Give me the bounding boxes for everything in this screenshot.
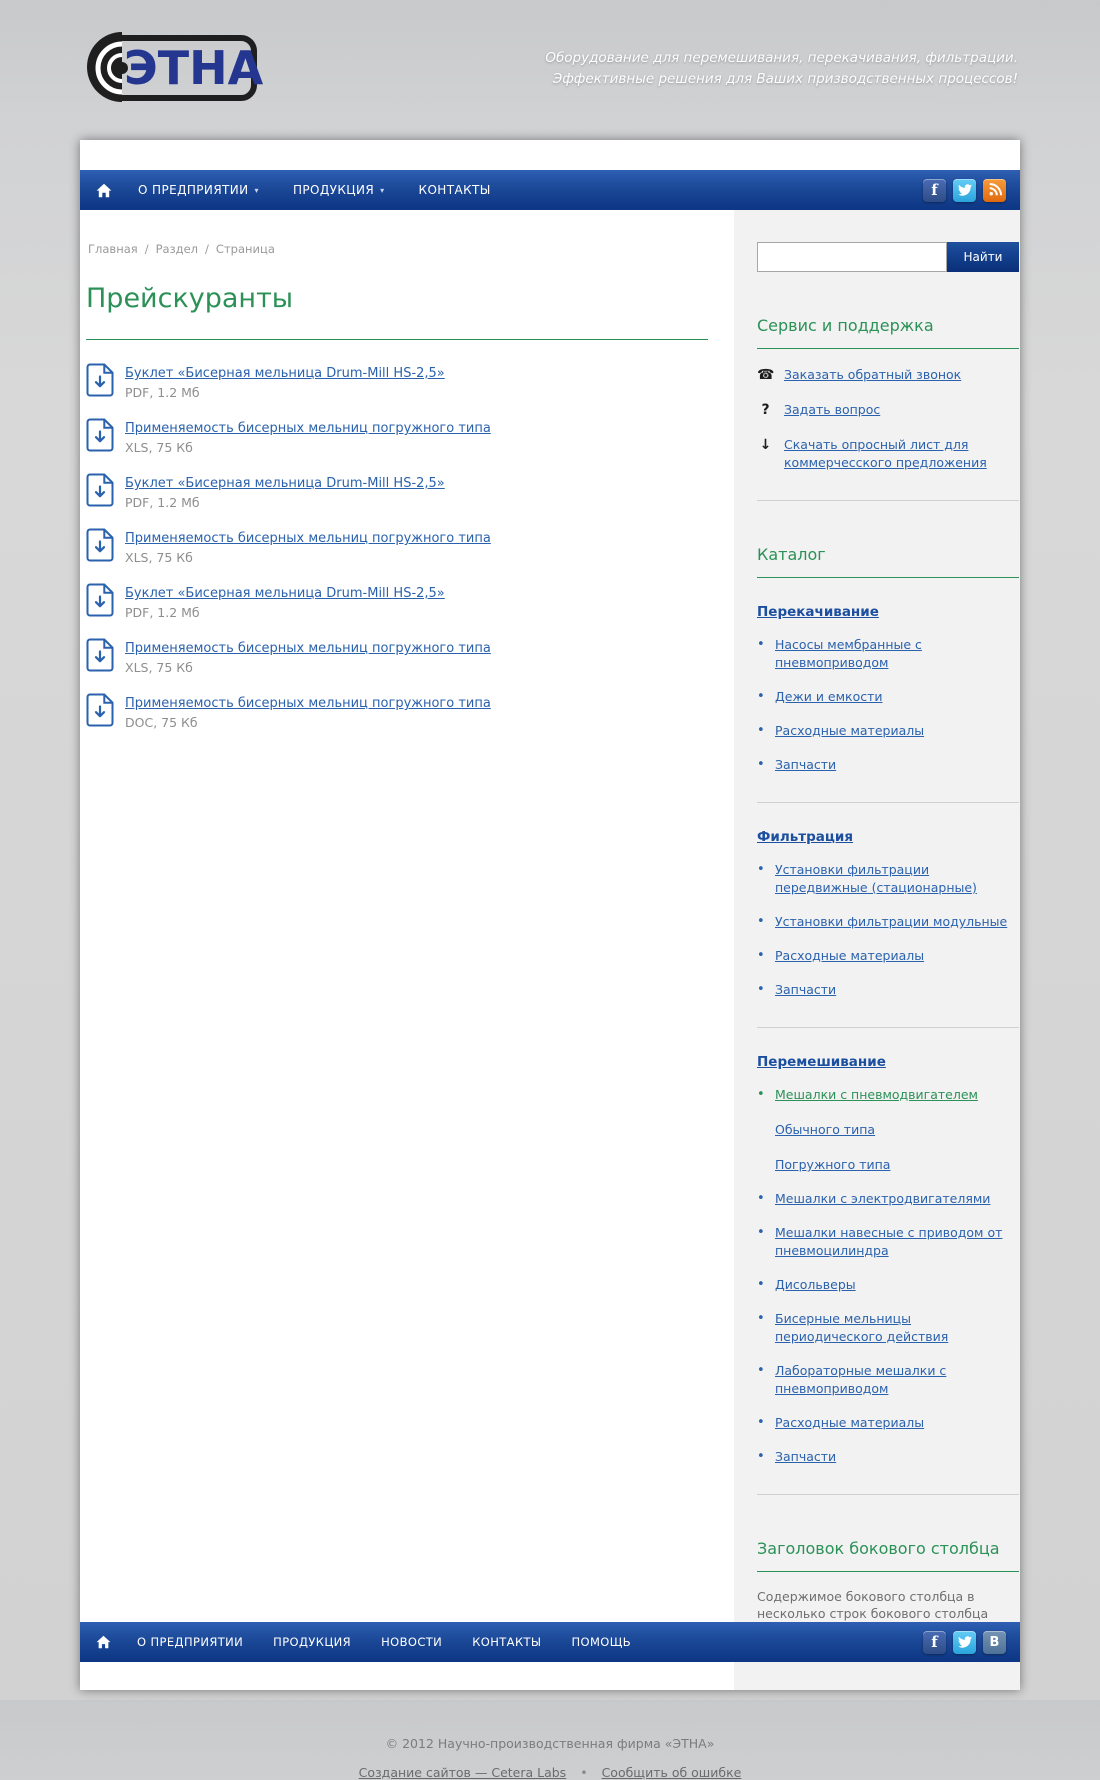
dot-separator: • bbox=[580, 1765, 588, 1780]
facebook-icon[interactable] bbox=[923, 1631, 946, 1654]
nav-item-products[interactable] bbox=[293, 183, 385, 197]
facebook-icon[interactable] bbox=[923, 179, 946, 202]
catalog-subitem bbox=[775, 1154, 1019, 1174]
search-form bbox=[757, 242, 1019, 272]
catalog-item bbox=[757, 1362, 1019, 1398]
file-link[interactable]: Буклет «Бисерная мельница Drum-Mill HS-2,5» bbox=[125, 476, 445, 491]
container-bottom-strip bbox=[80, 1662, 1020, 1690]
breadcrumb bbox=[88, 242, 708, 256]
copyright-text: © 2012 Научно-производственная фирма «ЭТНА» bbox=[385, 1736, 715, 1751]
section-divider bbox=[757, 500, 1019, 501]
file-link[interactable]: Применяемость бисерных мельниц погружного типа bbox=[125, 696, 491, 711]
breadcrumb-separator: / bbox=[144, 242, 149, 256]
main-column bbox=[80, 210, 734, 1622]
catalog-link[interactable]: Запчасти bbox=[775, 757, 837, 772]
catalog-heading: Каталог bbox=[757, 545, 826, 564]
file-text bbox=[125, 362, 445, 400]
file-row bbox=[86, 582, 708, 621]
file-download-icon[interactable] bbox=[86, 583, 114, 621]
catalog-link[interactable]: Установки фильтрации модульные bbox=[775, 914, 1008, 929]
bullet-icon: • bbox=[757, 1415, 765, 1430]
catalog-link[interactable]: Дисольверы bbox=[775, 1277, 856, 1292]
catalog-group-list bbox=[757, 636, 1019, 774]
section-divider bbox=[757, 802, 1019, 803]
file-row bbox=[86, 362, 708, 401]
nav-item-label: КОНТАКТЫ bbox=[418, 183, 491, 197]
breadcrumb-item-home[interactable]: Главная bbox=[88, 242, 138, 256]
catalog-item bbox=[757, 861, 1019, 897]
chevron-down-icon: ▾ bbox=[254, 185, 259, 195]
catalog-group-title-mixing[interactable]: Перемешивание bbox=[757, 1054, 886, 1070]
nav-item-label: ПРОДУКЦИЯ bbox=[292, 183, 375, 197]
catalog-group-title-filtration[interactable]: Фильтрация bbox=[757, 829, 854, 845]
catalog-link[interactable]: Запчасти bbox=[775, 982, 837, 997]
file-meta: DOC, 75 Кб bbox=[125, 715, 198, 730]
bottom-strip-right bbox=[734, 1662, 1020, 1690]
tagline-line-1: Оборудование для перемешивания, перекачивания, фильтрации. bbox=[545, 50, 1018, 66]
file-link[interactable]: Применяемость бисерных мельниц погружного типа bbox=[125, 641, 491, 656]
footer-social-links bbox=[923, 1631, 1006, 1654]
search-button[interactable]: Найти bbox=[947, 242, 1019, 272]
title-divider bbox=[86, 339, 708, 340]
catalog-group-title-pumping[interactable]: Перекачивание bbox=[757, 604, 879, 620]
file-text bbox=[125, 472, 445, 510]
nav-social-links bbox=[923, 179, 1006, 202]
site-credit-link[interactable]: Создание сайтов — Cetera Labs bbox=[358, 1765, 567, 1780]
file-download-icon[interactable] bbox=[86, 693, 114, 731]
catalog-link-active[interactable]: Мешалки с пневмодвигателем bbox=[775, 1087, 978, 1102]
file-link[interactable]: Применяемость бисерных мельниц погружного типа bbox=[125, 531, 491, 546]
nav-item-contacts[interactable] bbox=[419, 183, 491, 197]
breadcrumb-item-page: Страница bbox=[215, 242, 275, 256]
catalog-item bbox=[757, 913, 1019, 931]
file-text bbox=[125, 582, 445, 620]
catalog-item bbox=[757, 1190, 1019, 1208]
file-meta: XLS, 75 Кб bbox=[125, 660, 193, 675]
main-navigation bbox=[80, 170, 1020, 210]
file-link[interactable]: Буклет «Бисерная мельница Drum-Mill HS-2,5» bbox=[125, 366, 445, 381]
site-header bbox=[80, 0, 1020, 140]
page-container bbox=[80, 140, 1020, 1690]
file-meta: XLS, 75 Кб bbox=[125, 550, 193, 565]
breadcrumb-separator: / bbox=[205, 242, 209, 256]
bullet-icon: • bbox=[757, 914, 765, 929]
footer-item-help[interactable]: ПОМОЩЬ bbox=[571, 1635, 632, 1649]
catalog-item-active bbox=[757, 1086, 1019, 1104]
file-row bbox=[86, 417, 708, 456]
file-row bbox=[86, 637, 708, 676]
catalog-link[interactable]: Расходные материалы bbox=[775, 1415, 925, 1430]
file-meta: PDF, 1.2 Мб bbox=[125, 605, 200, 620]
bullet-icon: • bbox=[757, 1191, 765, 1206]
file-meta: XLS, 75 Кб bbox=[125, 440, 193, 455]
bullet-icon: • bbox=[757, 948, 765, 963]
bullet-icon: • bbox=[757, 723, 765, 738]
catalog-group-list bbox=[757, 1086, 1019, 1466]
footer-item-contacts[interactable]: КОНТАКТЫ bbox=[472, 1635, 542, 1649]
sidebar bbox=[734, 210, 1020, 1622]
extra-block-heading: Заголовок бокового столбца bbox=[757, 1539, 1000, 1558]
catalog-item bbox=[757, 1276, 1019, 1294]
question-icon: ? bbox=[761, 402, 770, 418]
bottom-links bbox=[0, 1765, 1100, 1780]
file-meta: PDF, 1.2 Мб bbox=[125, 495, 200, 510]
vk-icon[interactable] bbox=[983, 1631, 1006, 1654]
file-download-icon[interactable] bbox=[86, 473, 114, 511]
catalog-item bbox=[757, 1224, 1019, 1260]
content-area bbox=[80, 210, 1020, 1622]
file-text bbox=[125, 637, 491, 675]
file-list bbox=[86, 362, 708, 731]
file-text bbox=[125, 692, 491, 730]
file-row bbox=[86, 472, 708, 511]
heading-divider bbox=[757, 348, 1019, 349]
catalog-link[interactable]: Дежи и емкости bbox=[775, 689, 883, 704]
catalog-link[interactable]: Бисерные мельницы периодического действия bbox=[775, 1311, 949, 1344]
extra-block-text: Содержимое бокового столбца в несколько строк бокового столбца bbox=[757, 1589, 989, 1621]
catalog-link[interactable]: Расходные материалы bbox=[775, 948, 925, 963]
file-download-icon[interactable] bbox=[86, 418, 114, 456]
catalog-sublink[interactable]: Погружного типа bbox=[775, 1157, 891, 1172]
catalog-item bbox=[757, 756, 1019, 774]
bullet-icon: • bbox=[757, 1311, 765, 1326]
service-heading: Сервис и поддержка bbox=[757, 316, 934, 335]
twitter-icon[interactable] bbox=[953, 179, 976, 202]
home-icon[interactable] bbox=[96, 183, 112, 198]
catalog-link[interactable]: Насосы мембранные с пневмоприводом bbox=[775, 637, 922, 670]
search-input[interactable] bbox=[757, 242, 947, 272]
page-bottom bbox=[0, 1736, 1100, 1780]
catalog-link[interactable]: Мешалки навесные с приводом от пневмоцилиндра bbox=[775, 1225, 1003, 1258]
etna-logo-icon bbox=[80, 22, 266, 110]
file-meta: PDF, 1.2 Мб bbox=[125, 385, 200, 400]
file-link[interactable]: Применяемость бисерных мельниц погружного типа bbox=[125, 421, 491, 436]
catalog-subitem bbox=[775, 1119, 1019, 1139]
header-tagline bbox=[545, 48, 1018, 90]
file-row bbox=[86, 527, 708, 566]
section-divider bbox=[757, 1494, 1019, 1495]
file-text bbox=[125, 527, 491, 565]
bullet-icon: • bbox=[757, 637, 765, 652]
home-icon[interactable] bbox=[96, 1635, 111, 1649]
catalog-item bbox=[757, 1448, 1019, 1466]
chevron-down-icon: ▾ bbox=[380, 185, 385, 195]
service-list bbox=[757, 366, 1019, 472]
file-download-icon[interactable] bbox=[86, 363, 114, 401]
bullet-icon: • bbox=[757, 862, 765, 877]
download-questionnaire-link[interactable]: Скачать опросный лист для коммерчесского предложения bbox=[784, 437, 987, 470]
facebook-letter: f bbox=[931, 181, 938, 199]
report-error-link[interactable]: Сообщить об ошибке bbox=[601, 1765, 742, 1780]
download-icon: ↓ bbox=[759, 437, 772, 453]
footer-navigation bbox=[80, 1622, 1020, 1662]
callback-link[interactable]: Заказать обратный звонок bbox=[784, 367, 962, 382]
bullet-icon: • bbox=[757, 1363, 765, 1378]
bullet-icon: • bbox=[757, 982, 765, 997]
nav-item-label: О ПРЕДПРИЯТИИ bbox=[138, 183, 249, 197]
facebook-letter: f bbox=[931, 1633, 938, 1651]
ask-question-link[interactable]: Задать вопрос bbox=[784, 402, 881, 417]
bullet-icon: • bbox=[757, 1087, 765, 1102]
catalog-link[interactable]: Запчасти bbox=[775, 1449, 837, 1464]
footer-item-news[interactable]: НОВОСТИ bbox=[381, 1635, 443, 1649]
page-title: Прейскуранты bbox=[86, 283, 294, 314]
catalog-sublink[interactable]: Обычного типа bbox=[775, 1122, 876, 1137]
catalog-item bbox=[757, 1414, 1019, 1432]
footer-item-company[interactable]: О ПРЕДПРИЯТИИ bbox=[137, 1635, 244, 1649]
file-download-icon[interactable] bbox=[86, 638, 114, 676]
service-item-download bbox=[757, 436, 1019, 472]
service-item-callback bbox=[757, 366, 1019, 384]
catalog-sublist bbox=[775, 1119, 1019, 1174]
catalog-link[interactable]: Мешалки с электродвигателями bbox=[775, 1191, 991, 1206]
footer-item-products[interactable]: ПРОДУКЦИЯ bbox=[273, 1635, 352, 1649]
bullet-icon: • bbox=[757, 757, 765, 772]
file-text bbox=[125, 417, 491, 455]
nav-item-company[interactable] bbox=[138, 183, 259, 197]
rss-icon[interactable] bbox=[983, 179, 1006, 202]
catalog-link[interactable]: Лабораторные мешалки с пневмоприводом bbox=[775, 1363, 947, 1396]
bottom-strip-left bbox=[80, 1662, 734, 1690]
vk-letter: B bbox=[989, 1634, 1000, 1650]
logo[interactable] bbox=[80, 22, 266, 114]
section-divider bbox=[757, 1027, 1019, 1028]
catalog-item bbox=[757, 636, 1019, 672]
svg-text:ЭТНА: ЭТНА bbox=[124, 41, 264, 95]
bullet-icon: • bbox=[757, 1225, 765, 1240]
twitter-icon[interactable] bbox=[953, 1631, 976, 1654]
catalog-link[interactable]: Установки фильтрации передвижные (стационарные) bbox=[775, 862, 977, 895]
catalog-item bbox=[757, 688, 1019, 706]
heading-divider bbox=[757, 1571, 1019, 1572]
service-item-question bbox=[757, 401, 1019, 419]
heading-divider bbox=[757, 577, 1019, 578]
bullet-icon: • bbox=[757, 689, 765, 704]
catalog-item bbox=[757, 981, 1019, 999]
catalog-link[interactable]: Расходные материалы bbox=[775, 723, 925, 738]
file-download-icon[interactable] bbox=[86, 528, 114, 566]
tagline-line-2: Эффективные решения для Ваших призводственных процессов! bbox=[552, 71, 1018, 87]
catalog-group-list bbox=[757, 861, 1019, 999]
file-row bbox=[86, 692, 708, 731]
catalog-item bbox=[757, 947, 1019, 965]
file-link[interactable]: Буклет «Бисерная мельница Drum-Mill HS-2,5» bbox=[125, 586, 445, 601]
catalog-item bbox=[757, 1310, 1019, 1346]
phone-icon: ☎ bbox=[757, 367, 775, 383]
catalog-item bbox=[757, 722, 1019, 740]
breadcrumb-item-section[interactable]: Раздел bbox=[155, 242, 199, 256]
bullet-icon: • bbox=[757, 1449, 765, 1464]
bullet-icon: • bbox=[757, 1277, 765, 1292]
